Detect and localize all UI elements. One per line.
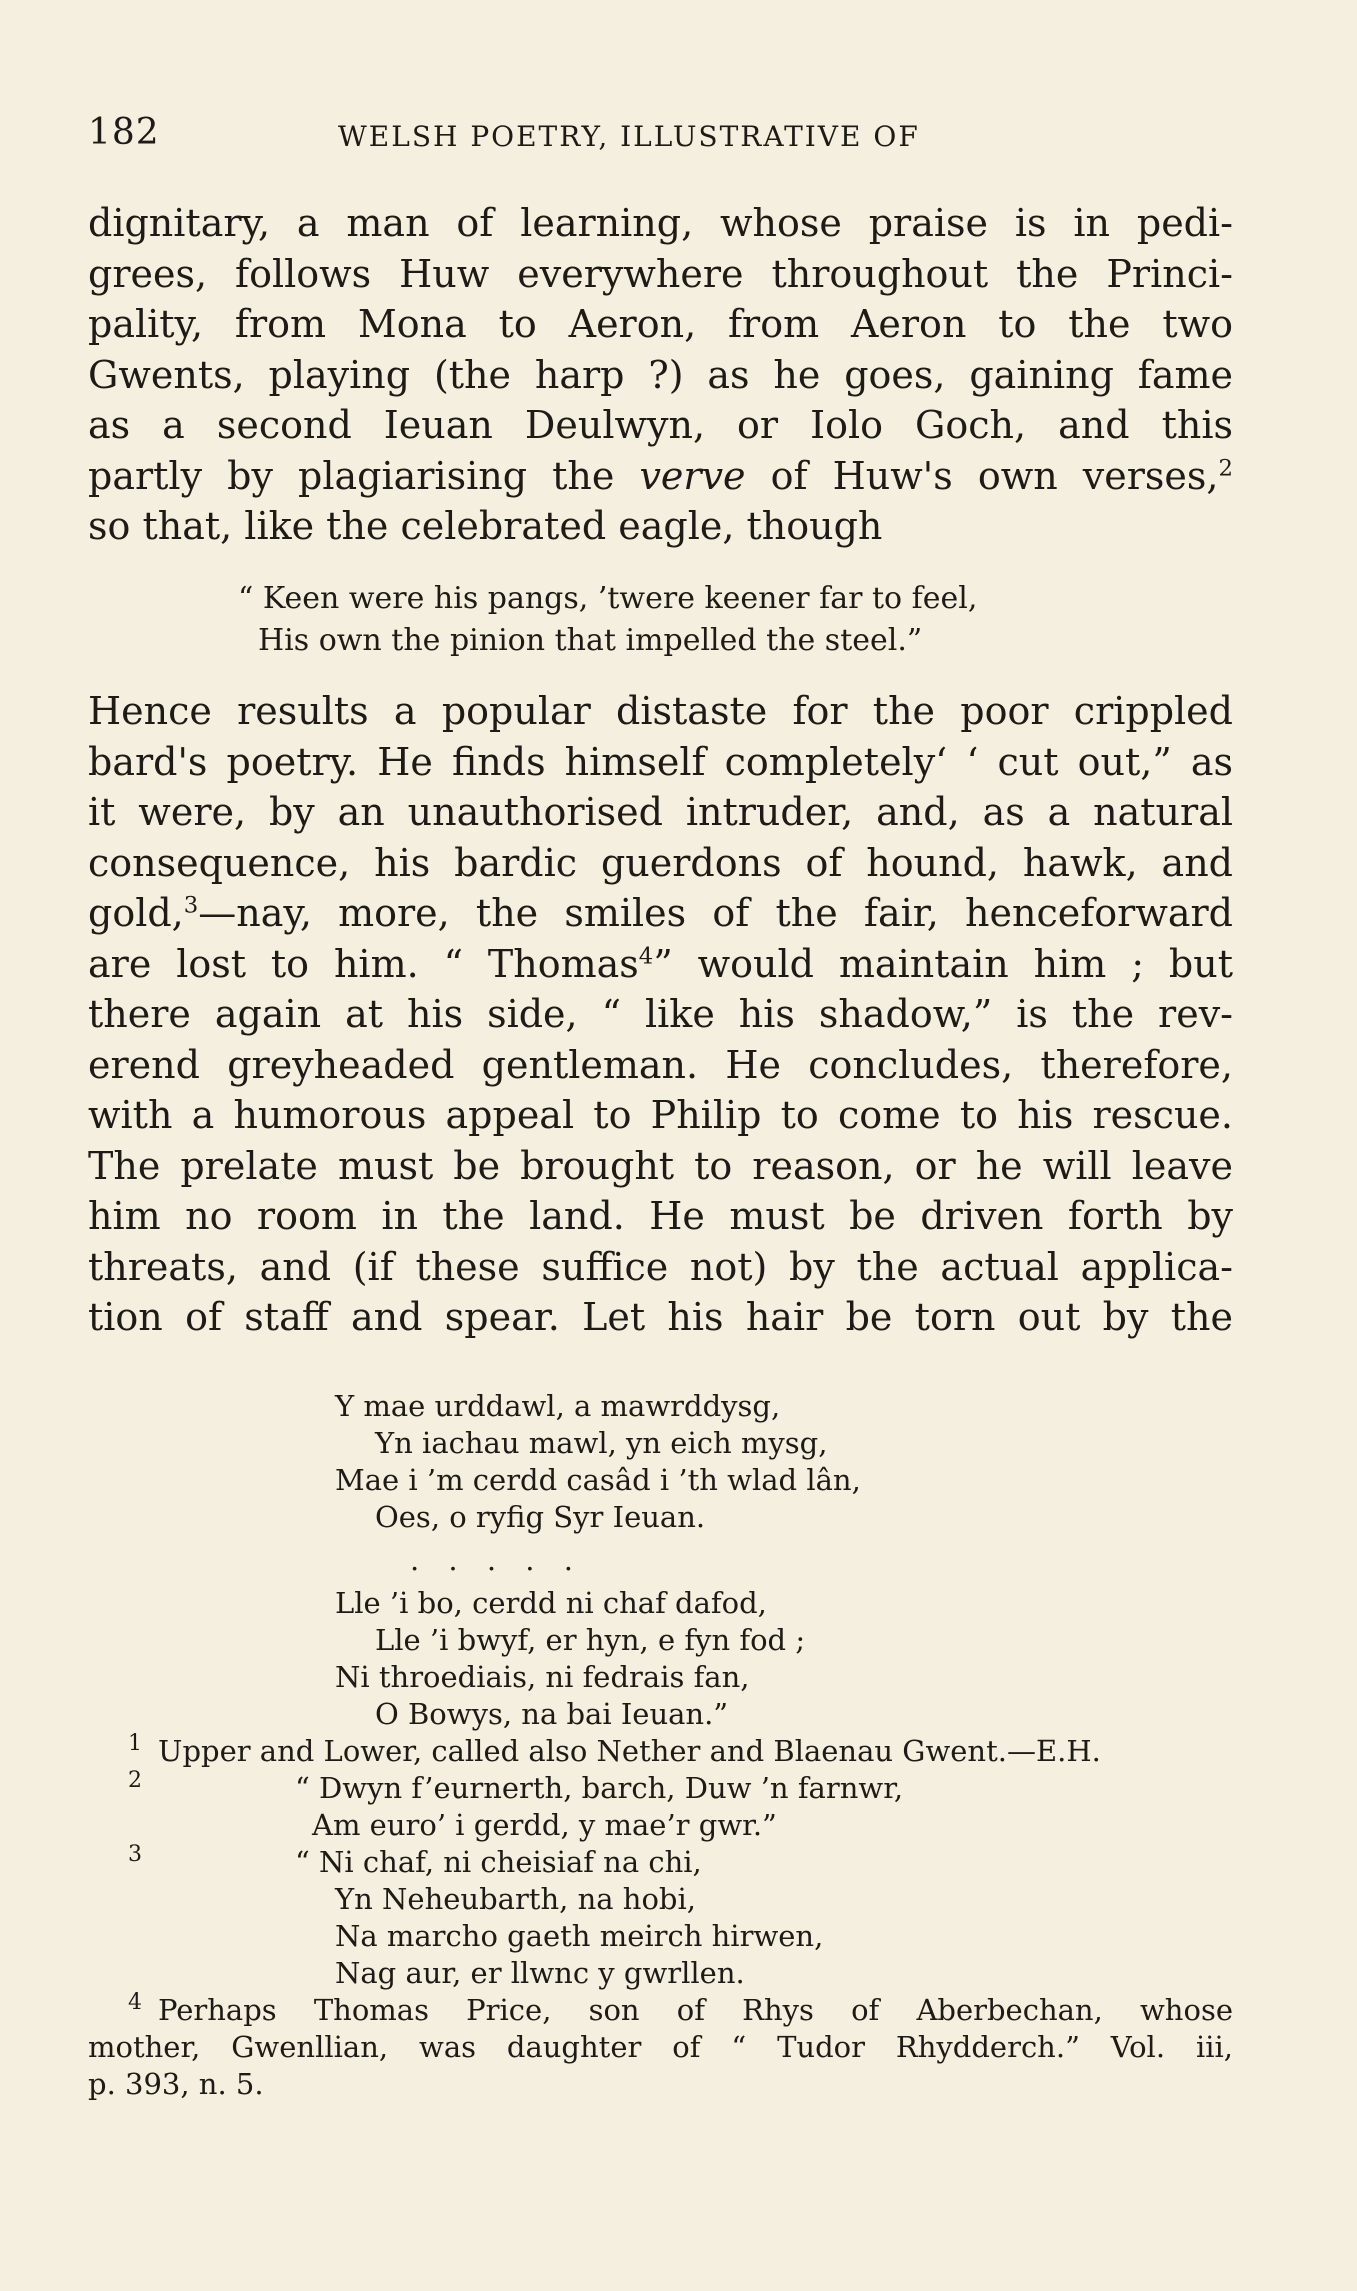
text-line: erend greyheaded gentleman. He concludes, therefore, — [88, 1042, 1233, 1087]
paragraph-1 — [88, 198, 1233, 552]
text-line: grees, follows Huw everywhere throughout the Princi- — [88, 251, 1233, 296]
text-line: there again at his side, “ like his shadow,” is the rev- — [88, 992, 1233, 1036]
italic-word: verve — [639, 453, 746, 498]
text-run: are lost to him. “ Thomas — [88, 941, 639, 986]
welsh-verse-line: Y mae urddawl, a mawrddysg, — [335, 1389, 781, 1423]
welsh-verse-line: Mae i ’m cerdd casâd i ’th wlad lân, — [335, 1463, 861, 1497]
verse-line: His own the pinion that impelled the steel.” — [258, 623, 923, 658]
footnote-marker: 1 — [128, 1731, 142, 1756]
ellipsis-divider: . . . . . — [410, 1543, 583, 1577]
welsh-verse-line: O Bowys, na bai Ieuan.” — [375, 1697, 729, 1731]
text-run: —nay, more, the smiles of the fair, henceforward — [198, 891, 1233, 935]
footnote-text: “ Dwyn f’eurnerth, barch, Duw ’n farnwr, — [295, 1771, 904, 1805]
footnote-1 — [88, 1733, 1233, 1770]
welsh-verse-line: Ni throediais, ni fedrais fan, — [335, 1660, 750, 1694]
text-line: bard's poetry. He finds himself completely‘ ‘ cut out,” as — [88, 739, 1233, 784]
footnote-marker: 3 — [128, 1842, 142, 1867]
text-line — [88, 888, 1233, 939]
text-run: ” would maintain him ; but — [653, 941, 1233, 986]
page-header — [88, 112, 1228, 162]
verse-line: “ Keen were his pangs, ’twere keener far to feel, — [238, 581, 978, 616]
text-line: dignitary, a man of learning, whose praise is in pedi- — [88, 201, 1233, 245]
text-run: gold, — [88, 891, 184, 935]
footnotes — [88, 1388, 1233, 2103]
footnote-line: Yn Neheubarth, na hobi, — [335, 1882, 696, 1916]
text-line — [88, 939, 1233, 990]
footnote-3 — [88, 1844, 1233, 1881]
text-line: so that, like the celebrated eagle, though — [88, 504, 883, 548]
welsh-verse-line: Lle ’i bwyf, er hyn, e fyn fod ; — [375, 1623, 806, 1657]
footnote-2 — [88, 1770, 1233, 1807]
welsh-verse-line: Yn iachau mawl, yn eich mysg, — [375, 1426, 828, 1460]
footnote-ref-4: 4 — [638, 942, 654, 969]
text-line: with a humorous appeal to Philip to come to his rescue. — [88, 1093, 1233, 1137]
footnote-line: Na marcho gaeth meirch hirwen, — [335, 1919, 824, 1953]
footnote-line: Nag aur, er llwnc y gwrllen. — [335, 1956, 745, 1990]
footnote-text: “ Ni chaf, ni cheisiaf na chi, — [295, 1845, 702, 1879]
text-line: Gwents, playing (the harp ?) as he goes, gaining fame — [88, 352, 1233, 397]
text-line: him no room in the land. He must be driven forth by — [88, 1194, 1233, 1238]
paragraph-2 — [88, 686, 1233, 1343]
text-line: it were, by an unauthorised intruder, and, as a natural — [88, 790, 1233, 834]
text-line — [88, 451, 1233, 502]
footnote-ref-3: 3 — [183, 892, 199, 919]
welsh-verse-line: Lle ’i bo, cerdd ni chaf dafod, — [335, 1586, 767, 1620]
page-number: 182 — [88, 112, 160, 153]
footnote-line: Am euro’ i gerdd, y mae’r gwr.” — [312, 1808, 777, 1842]
text-line: consequence, his bardic guerdons of hound, hawk, and — [88, 840, 1233, 885]
running-title: WELSH POETRY, ILLUSTRATIVE OF — [338, 120, 920, 153]
text-line: pality, from Mona to Aeron, from Aeron to the two — [88, 302, 1233, 346]
footnote-marker: 2 — [128, 1768, 142, 1793]
footnote-marker: 4 — [128, 1990, 142, 2015]
footnote-text: Upper and Lower, called also Nether and Blaenau Gwent.—E.H. — [158, 1734, 1101, 1768]
footnote-line: mother, Gwenllian, was daughter of “ Tudor Rhydderch.” Vol. iii, — [88, 2030, 1233, 2064]
footnote-ref-2: 2 — [1218, 454, 1233, 481]
text-line: as a second Ieuan Deulwyn, or Iolo Goch, and this — [88, 403, 1233, 447]
footnote-4 — [88, 1992, 1233, 2029]
verse-quotation — [238, 578, 977, 662]
text-line: The prelate must be brought to reason, or he will leave — [88, 1143, 1233, 1188]
welsh-verse-line: Oes, o ryfig Syr Ieuan. — [375, 1500, 706, 1534]
text-run: of Huw's own verses, — [745, 453, 1219, 498]
footnote-text: Perhaps Thomas Price, son of Rhys of Aberbechan, whose — [158, 1993, 1233, 2027]
text-line: tion of staff and spear. Let his hair be torn out by the — [88, 1295, 1233, 1339]
text-line: Hence results a popular distaste for the poor crippled — [88, 689, 1233, 733]
text-run: partly by plagiarising the — [88, 453, 640, 498]
footnote-line: p. 393, n. 5. — [88, 2067, 264, 2101]
text-line: threats, and (if these suffice not) by the actual applica- — [88, 1244, 1233, 1289]
